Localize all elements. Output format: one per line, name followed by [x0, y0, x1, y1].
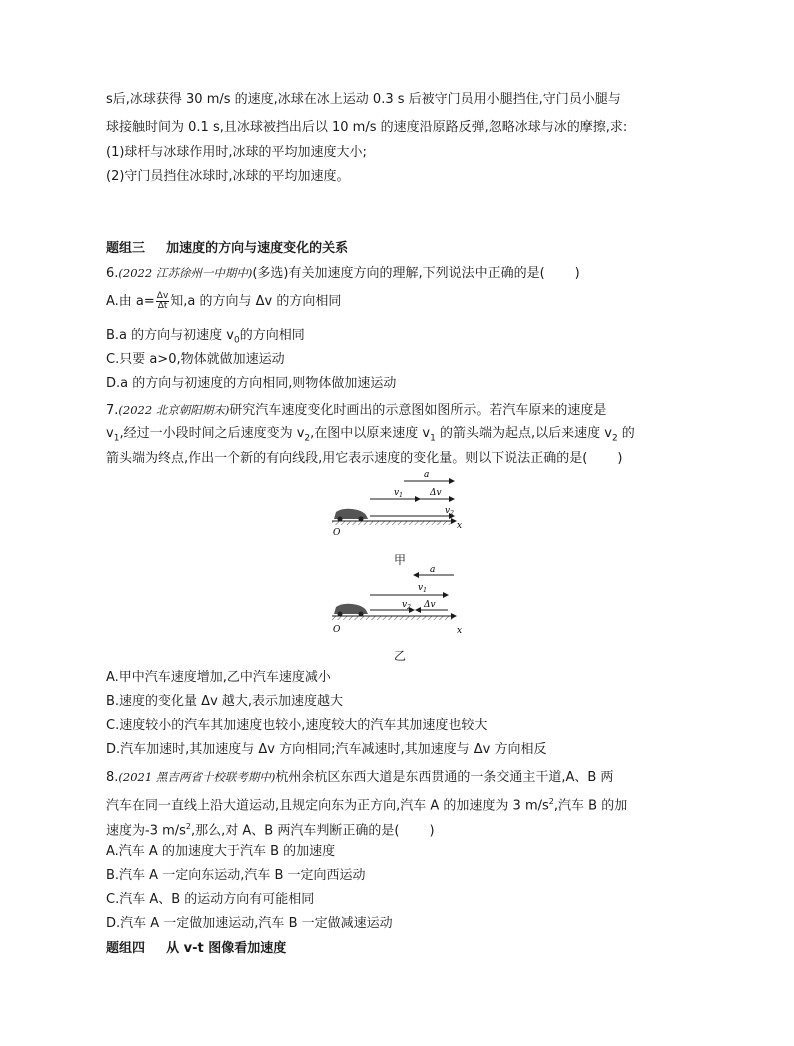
figure-jia-diagram	[330, 468, 470, 540]
ground-hatch-2	[332, 616, 454, 620]
figure-jia-caption: 甲	[394, 553, 407, 567]
question-8-option-a[interactable]: A.汽车 A 的加速度大于汽车 B 的加速度	[106, 844, 336, 859]
group-3-title: 加速度的方向与速度变化的关系	[166, 241, 349, 256]
figure-yi-diagram	[330, 565, 470, 639]
intro-line-2: 球接触时间为 0.1 s,且冰球被挡出后以 10 m/s 的速度沿原路反弹,忽略冰球与冰的摩擦,求:	[106, 120, 628, 135]
question-7-option-b[interactable]: B.速度的变化量 Δv 越大,表示加速度越大	[106, 694, 344, 709]
question-7-option-d[interactable]: D.汽车加速时,其加速度与 Δv 方向相同;汽车减速时,其加速度与 Δv 方向相反	[106, 742, 547, 757]
q8-text-3a: 速度为-3 m/s	[106, 823, 186, 839]
label-a: a	[424, 470, 430, 480]
question-7-stem-1	[106, 402, 606, 419]
option-b-subscript: 0	[233, 335, 240, 346]
question-8-stem-2	[106, 794, 627, 814]
question-8-number: 8.	[106, 770, 119, 785]
question-7-option-c[interactable]: C.速度较小的汽车其加速度也较小,速度较大的汽车其加速度也较大	[106, 718, 488, 733]
question-7-source: (2022 北京朝阳期末)	[118, 403, 230, 417]
label-v2-2: $v_2$	[402, 600, 411, 611]
label-v2: $v_2$	[445, 506, 454, 517]
question-part-2: (2)守门员挡住冰球时,冰球的平均加速度。	[106, 169, 350, 184]
question-6-stem	[106, 265, 580, 282]
question-6-option-d[interactable]: D.a 的方向与初速度的方向相同,则物体做加速运动	[106, 376, 397, 391]
question-7-close: )	[617, 451, 623, 466]
car-icon-2	[334, 604, 368, 617]
stem-v1: v	[106, 426, 114, 441]
label-a-2: a	[430, 565, 436, 575]
stem-text-b: ,经过一小段时间之后速度变为 v	[119, 426, 305, 441]
question-6-text: (多选)有关加速度方向的理解,下列说法中正确的是(	[252, 266, 545, 281]
question-7-text-1: 研究汽车速度变化时画出的示意图如图所示。若汽车原来的速度是	[229, 403, 607, 418]
question-8-stem-1	[106, 769, 613, 786]
label-x-2: x	[457, 626, 463, 636]
question-8-close: )	[429, 823, 435, 839]
question-8-option-b[interactable]: B.汽车 A 一定向东运动,汽车 B 一定向西运动	[106, 868, 366, 883]
option-a-suffix: 知,a 的方向与 Δv 的方向相同	[170, 294, 342, 309]
question-7-stem-3	[106, 451, 622, 467]
label-origin-2: O	[333, 625, 341, 635]
stem-v2-sub: 2	[304, 433, 311, 444]
option-a-prefix: A.由 a=	[106, 294, 155, 309]
label-v1: $v_1$	[394, 488, 403, 499]
question-8-stem-3	[106, 819, 435, 839]
stem-text-c: ,在图中以原来速度 v	[310, 426, 431, 441]
fraction-dv-dt	[156, 292, 169, 311]
question-8-option-d[interactable]: D.汽车 A 一定做加速运动,汽车 B 一定做减速运动	[106, 916, 393, 931]
question-7-stem-2	[106, 426, 635, 447]
ground-hatch	[332, 521, 454, 525]
q8-sup-1: 2	[548, 797, 554, 806]
question-7-option-a[interactable]: A.甲中汽车速度增加,乙中汽车速度减小	[106, 670, 331, 685]
car-icon	[334, 509, 368, 522]
question-6-option-b[interactable]	[106, 328, 305, 349]
label-v1-2: $v_1$	[418, 583, 427, 594]
question-6-option-c[interactable]: C.只要 a>0,物体就做加速运动	[106, 352, 285, 367]
fraction-denominator: Δt	[157, 301, 168, 311]
question-8-option-c[interactable]: C.汽车 A、B 的运动方向有可能相同	[106, 892, 315, 907]
stem-text-d: 的箭头端为起点,以后来速度 v	[435, 426, 612, 441]
stem-text-e: 的	[617, 426, 635, 441]
intro-line-1: s后,冰球获得 30 m/s 的速度,冰球在冰上运动 0.3 s 后被守门员用小腿挡住,守门员小腿与	[106, 92, 621, 107]
question-8-source: (2021 黑吉两省十校联考期中)	[118, 770, 276, 784]
question-6-number: 6.	[106, 266, 119, 281]
q8-sup-2: 2	[185, 822, 192, 831]
stem-v1-sub-2: 1	[430, 433, 436, 444]
q8-text-3b: ,那么,对 A、B 两汽车判断正确的是(	[191, 823, 400, 839]
q8-text-2a: 汽车在同一直线上沿大道运动,且规定向东为正方向,汽车 A 的加速度为 3 m/s	[106, 798, 549, 814]
option-b-prefix: B.a 的方向与初速度 v	[106, 328, 234, 343]
group-4-heading	[106, 941, 286, 957]
label-x: x	[457, 521, 463, 531]
question-8-text-1: 杭州余杭区东西大道是东西贯通的一条交通主干道,A、B 两	[275, 770, 614, 785]
q8-text-2b: ,汽车 B 的加	[553, 798, 628, 814]
question-7-number: 7.	[106, 403, 119, 418]
question-part-1: (1)球杆与冰球作用时,冰球的平均加速度大小;	[106, 145, 367, 160]
stem-v1-sub: 1	[113, 433, 120, 444]
group-3-heading	[106, 241, 348, 257]
figure-yi-caption: 乙	[394, 649, 407, 663]
question-7-text-3: 箭头端为终点,作出一个新的有向线段,用它表示速度的变化量。则以下说法正确的是(	[106, 451, 588, 466]
label-dv: Δv	[430, 488, 442, 498]
stem-v2-sub-2: 2	[611, 433, 618, 444]
group-4-title: 从 v-t 图像看加速度	[166, 941, 287, 956]
group-4-label: 题组四	[106, 941, 146, 956]
question-6-close: )	[574, 266, 580, 281]
question-6-source: (2022 江苏徐州一中期中)	[118, 266, 253, 280]
fraction-numerator: Δv	[156, 291, 169, 301]
group-3-label: 题组三	[106, 241, 146, 256]
label-origin: O	[333, 528, 341, 538]
label-dv-2: Δv	[424, 600, 436, 610]
option-b-suffix: 的方向相同	[239, 328, 305, 343]
question-6-option-a[interactable]	[106, 292, 341, 311]
